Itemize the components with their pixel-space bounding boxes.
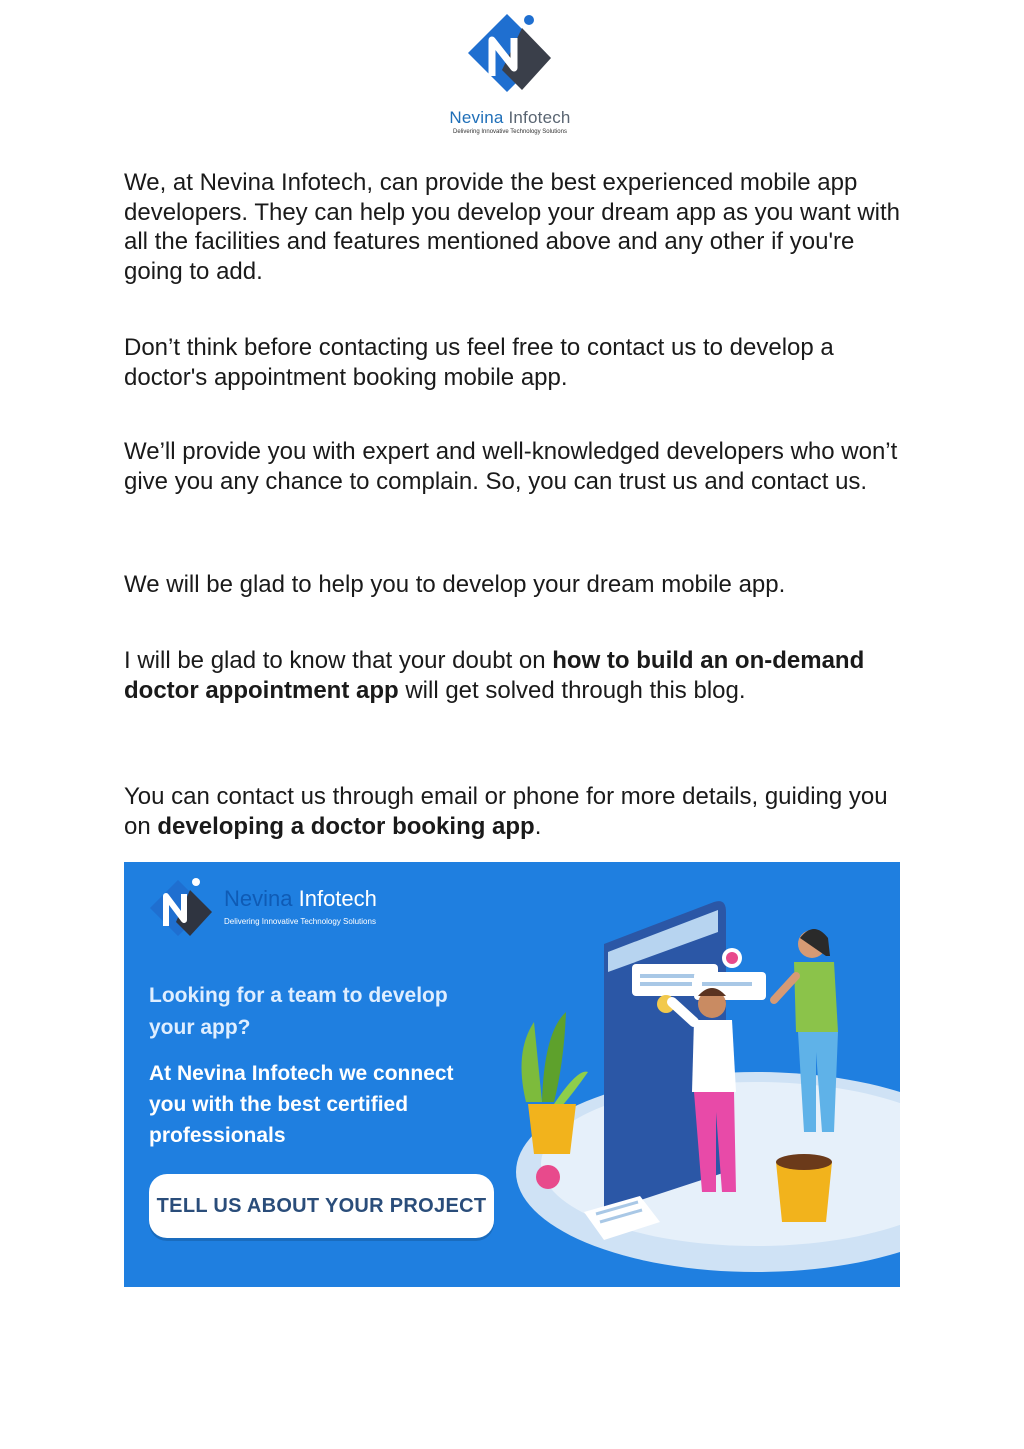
banner-brand-word-2: Infotech [298, 886, 377, 911]
paragraph-glad: We will be glad to help you to develop your dream mobile app. [124, 571, 786, 598]
promo-banner [124, 862, 900, 1287]
paragraph-experts: We’ll provide you with expert and well-knowledged developers who won’t give you any chance to complain. So, you can trust us and contact us. [124, 438, 898, 495]
logo-brand-name [420, 108, 600, 128]
company-logo [420, 12, 600, 135]
paragraph-reach-tail: . [534, 812, 542, 840]
brand-word-2: Infotech [508, 108, 571, 127]
paragraph-reach [124, 782, 914, 841]
paragraph-doubt-tail: will get solved through this blog. [398, 676, 746, 704]
paragraph-reach-text: You can contact us through email or phone for more details, guiding you on [124, 783, 888, 840]
banner-logo-icon [146, 874, 216, 944]
banner-brand-word-1: Nevina [224, 886, 293, 911]
nevina-logo-icon [462, 12, 558, 96]
team-illustration [504, 872, 900, 1287]
banner-headline: Looking for a team to develop your app? [149, 984, 448, 1039]
plant [522, 1022, 543, 1102]
paragraph-intro: We, at Nevina Infotech, can provide the best experienced mobile app developers. They can help you develop your dream app as you want with all the facilities and features mentioned above and any other if you're going to add. [124, 169, 901, 285]
banner-subheadline: At Nevina Infotech we connect you with the best certified professionals [149, 1062, 454, 1147]
brand-word-1: Nevina [449, 108, 504, 127]
paragraph-contact: Don’t think before contacting us feel free to contact us to develop a doctor's appointment booking mobile app. [124, 334, 834, 391]
banner-tagline: Delivering Innovative Technology Solutions [224, 917, 376, 926]
paragraph-doubt [124, 646, 884, 705]
logo-tagline: Delivering Innovative Technology Solutions [453, 129, 567, 135]
coffee-cup [776, 1162, 832, 1222]
link-build-app: how to build an on-demand doctor appointment app [124, 647, 865, 704]
link-booking-app: developing a doctor booking app [157, 812, 535, 840]
tell-us-project-button[interactable]: TELL US ABOUT YOUR PROJECT [149, 1174, 494, 1238]
paragraph-doubt-text: I will be glad to know that your doubt on [124, 647, 553, 674]
banner-brand-name [224, 886, 377, 912]
